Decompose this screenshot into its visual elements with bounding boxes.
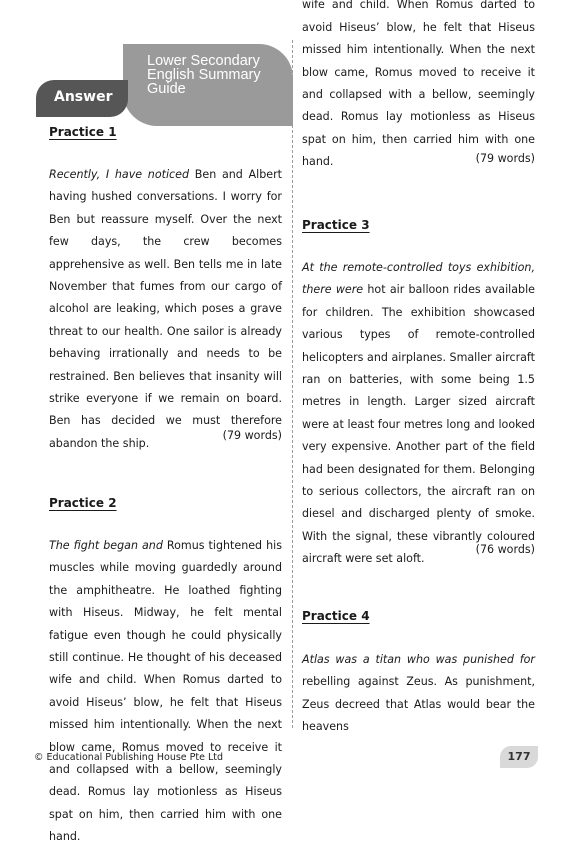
practice-2-body-copy: wife and child. When Romus darted to avoid Hiseus’ blow, he felt that Hiseus missed him intentionally. When the next blow came, Romus moved to receive it and collapsed with a bellow, seemingly dead. Romus lay motionless as Hiseus spat on him, then carried him with one hand. (302, 0, 535, 169)
practice-2-word-count: (79 words) (475, 152, 535, 165)
practice-4-intro: Atlas was a titan who was punished for (302, 653, 535, 666)
practice-3-word-count: (76 words) (475, 543, 535, 556)
practice-1-word-count: (79 words) (222, 429, 282, 442)
practice-4-heading: Practice 4 (302, 609, 370, 623)
practice-2-heading: Practice 2 (49, 496, 117, 510)
practice-3-body: hot air balloon rides available for children. The exhibition showcased various types of remote-controlled helicopters and airplanes. Smaller aircraft ran on batteries, with some being 1.5 metres in length. Larger sized aircraft were at least four metres long and looked very expensive. Another part of the field had been designated for them. Belonging to serious collectors, the aircraft ran on diesel and discharged plenty of smoke. With the signal, these vibrantly coloured aircraft were set aloft. (302, 283, 536, 566)
practice-2-body: Romus tightened his muscles while moving guardedly around the amphitheatre. He loathed fighting with Hiseus. Midway, he felt mental fatigue even though he could physically still continue. He thought of his deceased wife and child. When Romus darted to avoid Hiseus’ blow, he felt that Hiseus missed him intentionally. When the next blow came, Romus moved to receive it and collapsed with a bellow, seemingly dead. Romus lay motionless as Hiseus spat on him, then carried him with one hand. (49, 539, 282, 844)
practice-1-intro: Recently, I have noticed (49, 168, 190, 181)
answer-badge (36, 80, 128, 117)
guide-title: Lower Secondary English Summary Guide (147, 53, 261, 97)
practice-1-heading: Practice 1 (49, 125, 117, 139)
practice-3-heading: Practice 3 (302, 218, 370, 232)
practice-4-body: rebelling against Zeus. As punishment, Zeus decreed that Atlas would bear the heavens (302, 675, 535, 734)
answer-badge-label: Answer (54, 89, 113, 105)
publisher-credit: © Educational Publishing House Pte Ltd (34, 752, 224, 763)
column-divider (292, 40, 293, 728)
practice-2-intro: The fight began and (49, 539, 163, 552)
practice-1-text (49, 164, 282, 455)
guide-title-box (123, 44, 293, 126)
practice-4-text (302, 649, 535, 734)
practice-3-text (302, 257, 535, 571)
practice-2-text (49, 535, 282, 849)
page-number: 177 (507, 750, 531, 763)
practice-1-body: Ben and Albert having hushed conversations. I worry for Ben but reassure myself. Over the next few days, the crew becomes apprehensive as well. Ben tells me in late November that fumes from our cargo of alcohol are leaking, which poses a grave threat to our health. One sailor is already behaving irrationally and needs to be restrained. Ben believes that insanity will strike everyone if we remain on board. Ben has decided we must therefore abandon the ship. (49, 168, 282, 450)
page-number-tab (500, 746, 538, 768)
practice-3-intro: At the remote-controlled toys exhibition, there were (302, 261, 535, 297)
